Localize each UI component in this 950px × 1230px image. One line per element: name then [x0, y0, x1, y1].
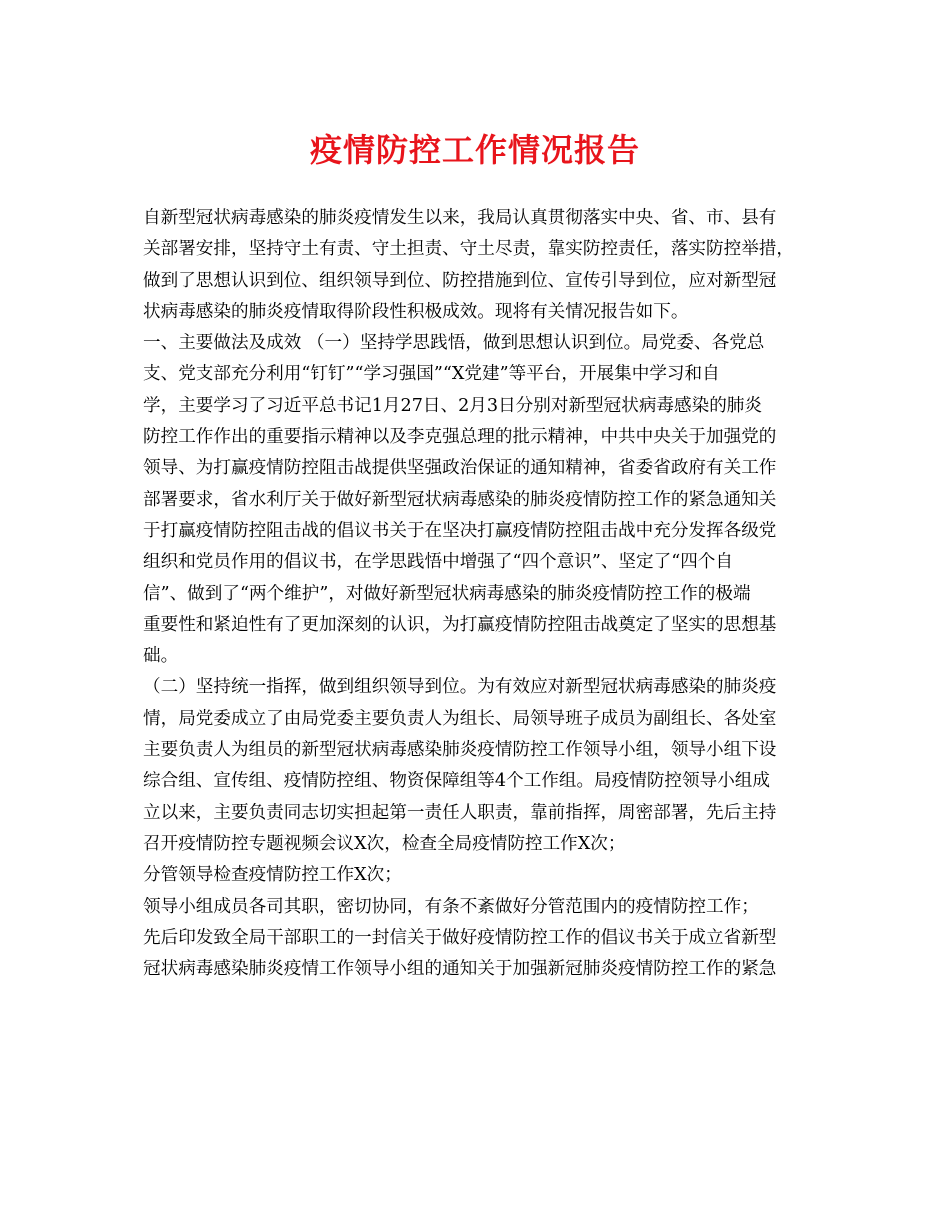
- body-line: 防控工作作出的重要指示精神以及李克强总理的批示精神，中共中央关于加强党的: [143, 427, 777, 448]
- body-line: （二）坚持统一指挥，做到组织领导到位。为有效应对新型冠状病毒感染的肺炎疫: [143, 677, 777, 698]
- body-line: 部署要求，省水利厅关于做好新型冠状病毒感染的肺炎疫情防控工作的紧急通知关: [143, 489, 777, 510]
- body-line: 立以来，主要负责同志切实担起第一责任人职责，靠前指挥，周密部署，先后主持: [143, 802, 777, 823]
- body-line: 于打赢疫情防控阻击战的倡议书关于在坚决打赢疫情防控阻击战中充分发挥各级党: [143, 520, 777, 541]
- body-line: 状病毒感染的肺炎疫情取得阶段性积极成效。现将有关情况报告如下。: [143, 301, 689, 322]
- body-line: 做到了思想认识到位、组织领导到位、防控措施到位、宣传引导到位，应对新型冠: [143, 270, 777, 291]
- body-line: 组织和党员作用的倡议书，在学思践悟中增强了“四个意识”、坚定了“四个自: [143, 552, 733, 573]
- body-line: 信”、做到了“两个维护”，对做好新型冠状病毒感染的肺炎疫情防控工作的极端: [143, 583, 751, 604]
- document-body: [143, 203, 819, 985]
- body-line: 召开疫情防控专题视频会议X次，检查全局疫情防控工作X次；: [143, 833, 626, 854]
- body-line: 自新型冠状病毒感染的肺炎疫情发生以来，我局认真贯彻落实中央、省、市、县有: [143, 208, 777, 228]
- body-line: 支、党支部充分利用“钉钉”“学习强国”“X党建”等平台，开展集中学习和自: [143, 364, 720, 385]
- body-line: 领导、为打赢疫情防控阻击战提供坚强政治保证的通知精神，省委省政府有关工作: [143, 458, 777, 479]
- body-line: 础。: [143, 646, 179, 667]
- document-title: 疫情防控工作情况报告: [309, 131, 640, 169]
- body-line: 学，主要学习了习近平总书记1月27日、2月3日分别对新型冠状病毒感染的肺炎: [143, 395, 762, 416]
- body-line: 重要性和紧迫性有了更加深刻的认识，为打赢疫情防控阻击战奠定了坚实的思想基: [143, 614, 777, 635]
- body-line: 一、主要做法及成效 （一）坚持学思践悟，做到思想认识到位。局党委、各党总: [143, 333, 765, 354]
- body-line: 领导小组成员各司其职，密切协同，有条不紊做好分管范围内的疫情防控工作；: [143, 896, 759, 917]
- body-line: 主要负责人为组员的新型冠状病毒感染肺炎疫情防控工作领导小组，领导小组下设: [143, 740, 777, 761]
- body-line: 分管领导检查疫情防控工作X次；: [143, 865, 402, 886]
- body-line: 冠状病毒感染肺炎疫情工作领导小组的通知关于加强新冠肺炎疫情防控工作的紧急: [143, 959, 777, 980]
- body-line: 先后印发致全局干部职工的一封信关于做好疫情防控工作的倡议书关于成立省新型: [143, 927, 777, 948]
- body-line: 综合组、宣传组、疫情防控组、物资保障组等4个工作组。局疫情防控领导小组成: [143, 771, 770, 792]
- body-line: 情，局党委成立了由局党委主要负责人为组长、局领导班子成员为副组长、各处室: [143, 708, 777, 729]
- body-line: 关部署安排，坚持守土有责、守土担责、守土尽责，靠实防控责任，落实防控举措，: [143, 239, 794, 260]
